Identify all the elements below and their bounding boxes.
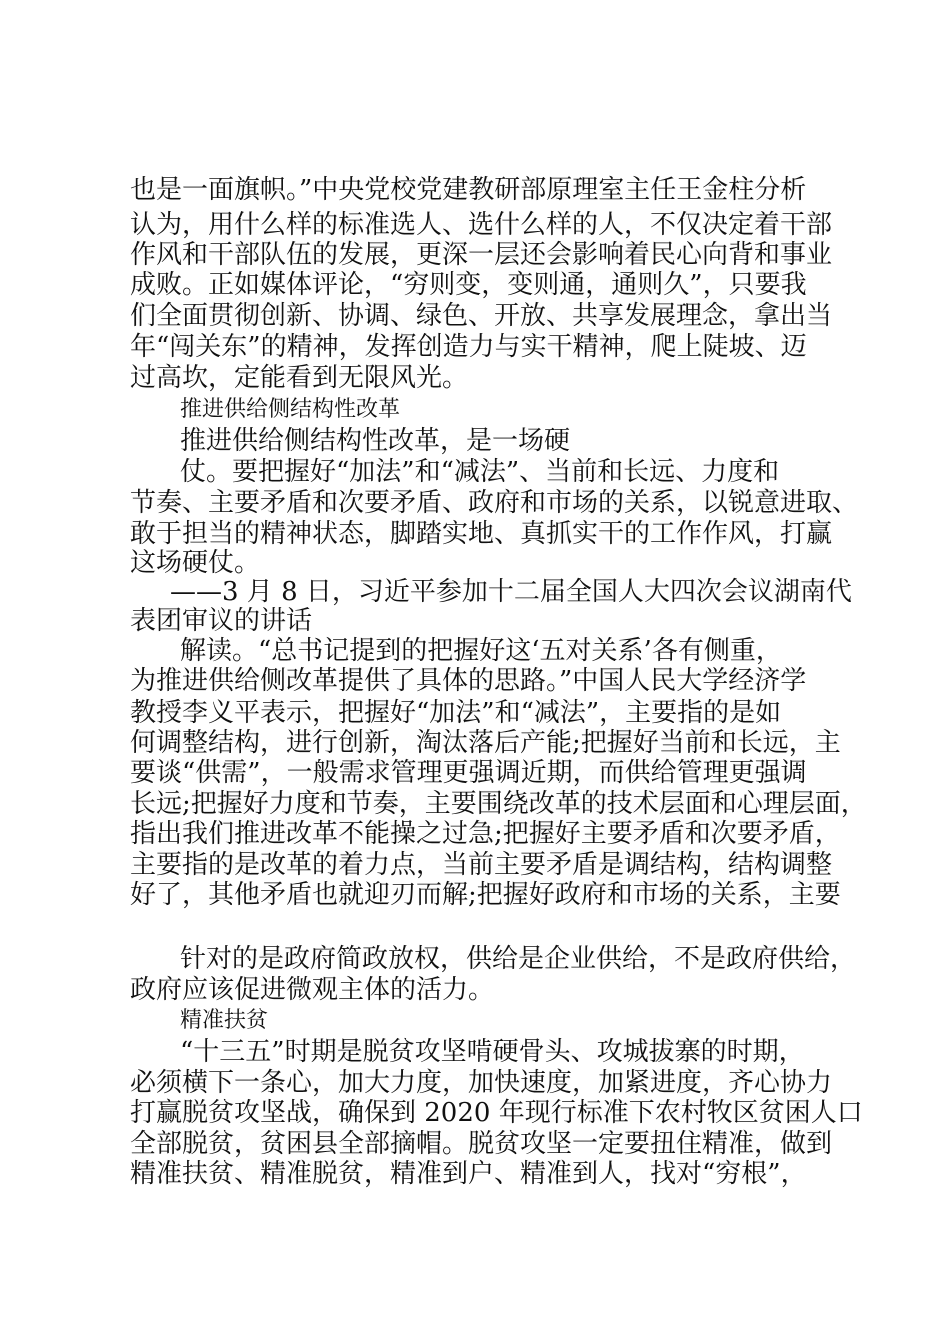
paragraph-line: 作风和干部队伍的发展，更深一层还会影响着民心向背和事业: [130, 240, 833, 270]
interpretation-line: 教授李义平表示，把握好“加法”和“减法”，主要指的是如: [130, 698, 782, 728]
source-line: 表团审议的讲话: [130, 606, 313, 636]
paragraph-line: 打赢脱贫攻坚战，确保到 2020 年现行标准下农村牧区贫困人口: [130, 1098, 863, 1128]
paragraph-line: 必须横下一条心，加大力度，加快速度，加紧进度，齐心协力: [130, 1068, 833, 1098]
interpretation-line: 解读。“总书记提到的把握好这‘五对关系’各有侧重，: [180, 636, 782, 666]
paragraph-line: “十三五”时期是脱贫攻坚啃硬骨头、攻城拔寨的时期，: [180, 1037, 805, 1067]
paragraph-line: 们全面贯彻创新、协调、绿色、开放、共享发展理念，拿出当: [130, 301, 833, 331]
paragraph-line: 认为，用什么样的标准选人、选什么样的人，不仅决定着干部: [130, 210, 833, 240]
quote-line: 节奏、主要矛盾和次要矛盾、政府和市场的关系，以锐意进取、: [130, 488, 859, 518]
interpretation-line: 为推进供给侧改革提供了具体的思路。”中国人民大学经济学: [130, 666, 807, 696]
paragraph-line: 过高坎，定能看到无限风光。: [130, 363, 469, 393]
interpretation-line: 长远;把握好力度和节奏，主要围绕改革的技术层面和心理层面，: [130, 789, 867, 819]
paragraph-line: 全部脱贫，贫困县全部摘帽。脱贫攻坚一定要扭住精准，做到: [130, 1129, 833, 1159]
paragraph-line: 成败。正如媒体评论，“穷则变，变则通，通则久”，只要我: [130, 270, 807, 300]
source-line: ——3 月 8 日，习近平参加十二届全国人大四次会议湖南代: [170, 577, 852, 607]
paragraph-line: 针对的是政府简政放权，供给是企业供给，不是政府供给，: [180, 944, 857, 974]
section-heading: 精准扶贫: [180, 1008, 269, 1033]
interpretation-line: 主要指的是改革的着力点，当前主要矛盾是调结构，结构调整: [130, 850, 833, 880]
interpretation-line: 要谈“供需”，一般需求管理更强调近期，而供给管理更强调: [130, 758, 807, 788]
paragraph-line: 政府应该促进微观主体的活力。: [130, 975, 495, 1005]
section-heading: 推进供给侧结构性改革: [180, 397, 401, 422]
paragraph-line: 年“闯关东”的精神，发挥创造力与实干精神，爬上陡坡、迈: [130, 332, 807, 362]
quote-line: 推进供给侧结构性改革，是一场硬: [180, 426, 571, 456]
interpretation-line: 好了，其他矛盾也就迎刃而解;把握好政府和市场的关系，主要: [130, 880, 841, 910]
interpretation-line: 何调整结构，进行创新，淘汰落后产能;把握好当前和长远，主: [130, 728, 841, 758]
quote-line: 敢于担当的精神状态，脚踏实地、真抓实干的工作作风，打赢: [130, 519, 833, 549]
interpretation-line: 指出我们推进改革不能操之过急;把握好主要矛盾和次要矛盾，: [130, 819, 841, 849]
paragraph-line: 精准扶贫、精准脱贫，精准到户、精准到人，找对“穷根”，: [130, 1159, 807, 1189]
paragraph-line: 也是一面旗帜。”中央党校党建教研部原理室主任王金柱分析: [130, 175, 807, 205]
quote-line: 这场硬仗。: [130, 548, 261, 578]
quote-line: 仗。要把握好“加法”和“减法”、当前和长远、力度和: [180, 457, 780, 487]
